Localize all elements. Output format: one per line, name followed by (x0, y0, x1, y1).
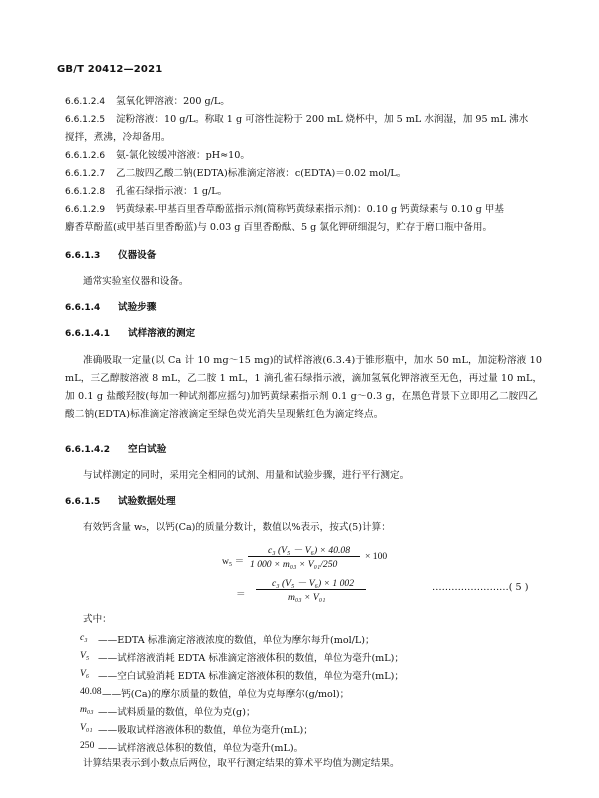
item-text: 氨-氯化铵缓冲溶液：pH≈10。 (116, 150, 250, 161)
variable-symbol: V₅ (80, 650, 90, 661)
formula-equals: ＝ (236, 589, 246, 600)
variable-definition: ——吸取试样溶液体积的数值，单位为毫升(mL)； (98, 725, 313, 736)
item-text: 钙黄绿素-甲基百里香草酚蓝指示剂(简称钙黄绿素指示剂)：0.10 g 钙黄绿素与 0.10 g 甲基 (116, 204, 504, 215)
section-title: 试验数据处理 (118, 496, 176, 507)
item-text: 淀粉溶液：10 g/L。称取 1 g 可溶性淀粉于 200 mL 烧杯中，加 5 mL 水润湿，加 95 mL 沸水 (116, 114, 529, 125)
formula-denominator-1: 1 000 × m₀₃ × V₀₁/250 (250, 559, 338, 570)
formula-number: ……………………( 5 ) (432, 582, 529, 593)
variable-symbol: m₀₃ (80, 704, 94, 715)
where-label: 式中： (83, 614, 112, 625)
formula-denominator-2: m₀₃ × V₀₁ (288, 592, 326, 603)
section-number: 6.6.1.4.1 (65, 329, 110, 339)
section-number: 6.6.1.5 (65, 497, 101, 507)
item-number: 6.6.1.2.7 (65, 169, 106, 179)
item-number: 6.6.1.2.8 (65, 187, 106, 197)
fraction-bar-2 (256, 589, 366, 590)
result-note: 计算结果表示到小数点后两位，取平行测定结果的算术平均值为测定结果。 (83, 758, 400, 769)
section-body: 通常实验室仪器和设备。 (83, 276, 189, 287)
item-text-continued: 麝香草酚蓝(或甲基百里香酚蓝)与 0.03 g 百里香酚酞、5 g 氯化钾研细混匀，贮存于磨口瓶中备用。 (65, 222, 493, 233)
variable-definition: ——空白试验消耗 EDTA 标准滴定溶液体积的数值，单位为毫升(mL)； (98, 671, 404, 682)
standard-number: GB/T 20412—2021 (57, 64, 163, 75)
variable-symbol: c₃ (80, 632, 88, 643)
variable-definition: ——试样溶液消耗 EDTA 标准滴定溶液体积的数值，单位为毫升(mL)； (98, 653, 404, 664)
variable-definition: ——钙(Ca)的摩尔质量的数值，单位为克每摩尔(g/mol)； (102, 689, 350, 700)
item-number: 6.6.1.2.6 (65, 151, 106, 161)
section-body: 与试样测定的同时，采用完全相同的试剂、用量和试验步骤，进行平行测定。 (83, 470, 410, 481)
section-title: 仪器设备 (118, 250, 157, 261)
section-title: 试验步骤 (118, 302, 157, 313)
section-title: 空白试验 (128, 444, 167, 455)
variable-definition: ——EDTA 标准滴定溶液浓度的数值，单位为摩尔每升(mol/L)； (98, 635, 375, 646)
variable-definition: ——试料质量的数值，单位为克(g)； (98, 707, 256, 718)
variable-symbol: V₆ (80, 668, 90, 679)
variable-definition: ——试样溶液总体积的数值，单位为毫升(mL)。 (98, 743, 304, 754)
section-number: 6.6.1.4 (65, 303, 101, 313)
section-body: 准确吸取一定量(以 Ca 计 10 mg～15 mg)的试样溶液(6.3.4)于锥形瓶中，加水 50 mL，加淀粉溶液 10 mL，三乙醇胺溶液 8 mL，乙二胺 1 mL，1 滴孔雀石绿指示液，滴加氢氧化钾溶液至无色，再过量 10 mL，加 0.1 g 盐酸羟胺(每加一种试剂都应摇匀)加钙黄绿素指示剂 0.1 g～0.3 g，在黑色背景下立即用乙二胺四乙酸二钠(EDTA)标准滴定溶液滴定至绿色荧光消失呈现紫红色为滴定终点。 (65, 355, 543, 420)
section-number: 6.6.1.4.2 (65, 445, 110, 455)
item-text: 乙二胺四乙酸二钠(EDTA)标准滴定溶液：c(EDTA)＝0.02 mol/L。 (116, 168, 407, 179)
item-text: 孔雀石绿指示液：1 g/L。 (116, 186, 228, 197)
variable-symbol: 250 (80, 740, 95, 751)
item-number: 6.6.1.2.5 (65, 115, 106, 125)
section-number: 6.6.1.3 (65, 251, 101, 261)
formula-multiplier: × 100 (365, 551, 388, 562)
item-text: 氢氧化钾溶液：200 g/L。 (116, 96, 230, 107)
item-text-continued: 搅拌，煮沸，冷却备用。 (65, 132, 171, 143)
section-title: 试样溶液的测定 (128, 328, 196, 339)
fraction-bar-1 (248, 556, 360, 557)
section-intro: 有效钙含量 w₅，以钙(Ca)的质量分数计，数值以%表示，按式(5)计算： (83, 522, 391, 533)
variable-symbol: 40.08 (80, 686, 102, 697)
formula-numerator-1: c₃ (V₅ － V₆) × 40.08 (268, 545, 351, 556)
item-number: 6.6.1.2.9 (65, 205, 106, 215)
item-number: 6.6.1.2.4 (65, 97, 106, 107)
formula-numerator-2: c₃ (V₅ － V₆) × 1 002 (272, 578, 355, 589)
formula-lhs: w₅ ＝ (222, 556, 245, 567)
variable-symbol: V₀₁ (80, 722, 93, 733)
